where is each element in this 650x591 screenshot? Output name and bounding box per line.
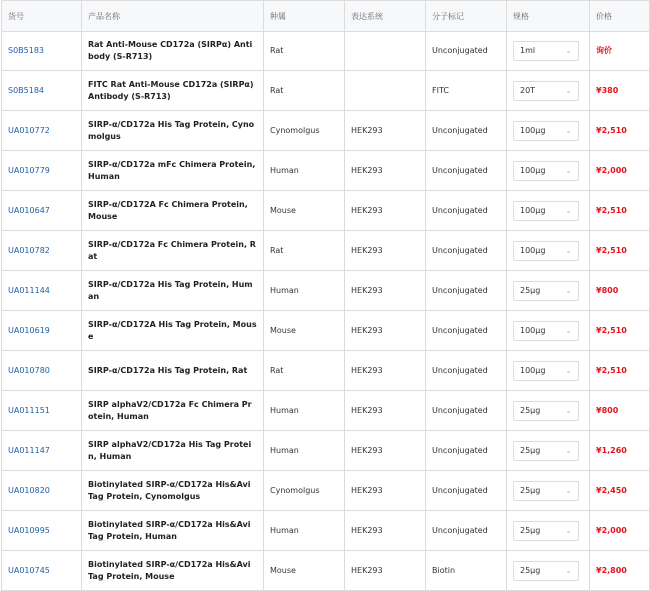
table-header-row (2, 1, 650, 32)
spec-value: 25μg (520, 565, 541, 575)
price-cell (590, 551, 650, 591)
spec-value: 1ml (520, 46, 536, 55)
col-header-species: 种属 (264, 1, 345, 32)
table-row (2, 551, 650, 591)
spec-select[interactable] (513, 201, 579, 221)
col-header-price: 价格 (590, 1, 650, 32)
product-name-cell (82, 431, 264, 471)
product-table (1, 0, 650, 591)
sku-link[interactable]: S0B5183 (8, 46, 45, 55)
product-name-link[interactable]: SIRP-α/CD172a Fc Chimera Protein, Rat (88, 239, 256, 261)
product-name-link[interactable]: Rat Anti-Mouse CD172a (SIRPα) Antibody (S-R713) (88, 40, 253, 61)
species-cell: Cynomolgus (264, 111, 345, 151)
product-name-link[interactable]: SIRP-α/CD172a mFc Chimera Protein, Human (88, 159, 256, 181)
price-cell (590, 32, 650, 71)
species-cell: Human (264, 391, 345, 431)
product-name-cell (82, 231, 264, 271)
price-value: ¥800 (596, 405, 619, 415)
sku-link[interactable]: UA010820 (8, 485, 50, 495)
sku-cell (2, 71, 82, 111)
expression-system-cell: HEK293 (345, 391, 426, 431)
sku-cell (2, 271, 82, 311)
price-cell (590, 431, 650, 471)
molecular-tag-cell: Unconjugated (426, 231, 507, 271)
expression-system-cell: HEK293 (345, 551, 426, 591)
price-cell (590, 111, 650, 151)
molecular-tag-cell: Unconjugated (426, 511, 507, 551)
product-name-cell (82, 151, 264, 191)
spec-select[interactable] (513, 121, 579, 141)
table-row (2, 511, 650, 551)
chevron-down-icon: ⌄ (565, 565, 572, 575)
species-cell: Human (264, 431, 345, 471)
table-row (2, 231, 650, 271)
spec-select[interactable] (513, 281, 579, 301)
expression-system-cell (345, 71, 426, 111)
spec-cell (507, 111, 590, 151)
price-value: ¥380 (596, 85, 619, 95)
product-name-link[interactable]: SIRP-α/CD172A His Tag Protein, Mouse (88, 319, 257, 341)
spec-cell (507, 351, 590, 391)
sku-cell (2, 32, 82, 71)
spec-select[interactable] (513, 561, 579, 581)
price-cell (590, 391, 650, 431)
species-cell: Human (264, 511, 345, 551)
spec-select[interactable] (513, 401, 579, 421)
spec-cell (507, 271, 590, 311)
price-value: ¥2,510 (596, 245, 627, 255)
product-name-cell (82, 391, 264, 431)
col-header-expression-system: 表达系统 (345, 1, 426, 32)
molecular-tag-cell: Unconjugated (426, 191, 507, 231)
product-name-cell (82, 511, 264, 551)
sku-link[interactable]: UA010779 (8, 165, 50, 175)
spec-select[interactable] (513, 521, 579, 541)
expression-system-cell: HEK293 (345, 431, 426, 471)
sku-link[interactable]: UA010647 (8, 205, 50, 215)
sku-link[interactable]: UA010619 (8, 325, 50, 335)
price-cell (590, 511, 650, 551)
chevron-down-icon: ⌄ (565, 405, 572, 415)
spec-cell (507, 311, 590, 351)
sku-cell (2, 471, 82, 511)
spec-select[interactable] (513, 41, 579, 61)
chevron-down-icon: ⌄ (565, 85, 572, 95)
product-name-cell (82, 271, 264, 311)
product-name-cell (82, 311, 264, 351)
sku-cell (2, 431, 82, 471)
product-name-cell (82, 551, 264, 591)
price-cell (590, 471, 650, 511)
table-row (2, 32, 650, 71)
species-cell: Mouse (264, 191, 345, 231)
molecular-tag-cell: Unconjugated (426, 351, 507, 391)
price-value: ¥2,800 (596, 565, 627, 575)
chevron-down-icon: ⌄ (565, 46, 572, 55)
species-cell: Rat (264, 71, 345, 111)
chevron-down-icon: ⌄ (565, 205, 572, 215)
price-cell (590, 351, 650, 391)
col-header-product-name: 产品名称 (82, 1, 264, 32)
spec-cell (507, 231, 590, 271)
expression-system-cell: HEK293 (345, 191, 426, 231)
price-value: ¥2,510 (596, 125, 627, 135)
molecular-tag-cell: Unconjugated (426, 431, 507, 471)
product-name-link[interactable]: Biotinylated SIRP-α/CD172a His&Avi Tag Protein, Human (88, 519, 251, 541)
spec-cell (507, 391, 590, 431)
expression-system-cell: HEK293 (345, 471, 426, 511)
table-row (2, 151, 650, 191)
spec-cell (507, 71, 590, 111)
species-cell: Human (264, 151, 345, 191)
spec-value: 100μg (520, 365, 546, 375)
price-value: ¥2,000 (596, 525, 627, 535)
price-cell (590, 151, 650, 191)
spec-cell (507, 32, 590, 71)
sku-cell (2, 231, 82, 271)
price-cell (590, 231, 650, 271)
table-row (2, 391, 650, 431)
price-value: ¥2,510 (596, 325, 627, 335)
product-name-link[interactable]: SIRP-α/CD172a His Tag Protein, Human (88, 279, 253, 301)
table-row (2, 111, 650, 151)
product-name-cell (82, 71, 264, 111)
spec-value: 25μg (520, 525, 541, 535)
molecular-tag-cell: Unconjugated (426, 32, 507, 71)
spec-select[interactable] (513, 81, 579, 101)
price-cell (590, 271, 650, 311)
price-cell (590, 191, 650, 231)
molecular-tag-cell: Unconjugated (426, 391, 507, 431)
chevron-down-icon: ⌄ (565, 525, 572, 535)
spec-value: 100μg (520, 245, 546, 255)
species-cell: Rat (264, 231, 345, 271)
product-name-link[interactable]: SIRP-α/CD172A Fc Chimera Protein, Mouse (88, 199, 248, 221)
chevron-down-icon: ⌄ (565, 325, 572, 335)
chevron-down-icon: ⌄ (565, 285, 572, 295)
spec-cell (507, 511, 590, 551)
chevron-down-icon: ⌄ (565, 125, 572, 135)
product-name-link[interactable]: SIRP alphaV2/CD172a His Tag Protein, Human (88, 439, 252, 461)
expression-system-cell: HEK293 (345, 311, 426, 351)
species-cell: Rat (264, 351, 345, 391)
product-name-cell (82, 191, 264, 231)
table-row (2, 351, 650, 391)
col-header-spec: 规格 (507, 1, 590, 32)
sku-link[interactable]: UA010995 (8, 525, 50, 535)
molecular-tag-cell: Unconjugated (426, 151, 507, 191)
expression-system-cell: HEK293 (345, 271, 426, 311)
spec-cell (507, 431, 590, 471)
table-row (2, 311, 650, 351)
product-name-cell (82, 32, 264, 71)
sku-cell (2, 191, 82, 231)
molecular-tag-cell: Biotin (426, 551, 507, 591)
table-row (2, 271, 650, 311)
spec-select[interactable] (513, 321, 579, 341)
product-name-cell (82, 111, 264, 151)
table-row (2, 471, 650, 511)
molecular-tag-cell: Unconjugated (426, 111, 507, 151)
molecular-tag-cell: FITC (426, 71, 507, 111)
price-cell (590, 311, 650, 351)
chevron-down-icon: ⌄ (565, 245, 572, 255)
chevron-down-icon: ⌄ (565, 445, 572, 455)
expression-system-cell: HEK293 (345, 151, 426, 191)
price-value: ¥800 (596, 285, 619, 295)
spec-cell (507, 551, 590, 591)
expression-system-cell (345, 32, 426, 71)
molecular-tag-cell: Unconjugated (426, 271, 507, 311)
spec-value: 100μg (520, 165, 546, 175)
expression-system-cell: HEK293 (345, 231, 426, 271)
table-row (2, 431, 650, 471)
spec-value: 25μg (520, 485, 541, 495)
product-name-link[interactable]: SIRP alphaV2/CD172a Fc Chimera Protein, Human (88, 399, 252, 421)
sku-link[interactable]: S0B5184 (8, 85, 45, 95)
product-name-cell (82, 351, 264, 391)
spec-cell (507, 151, 590, 191)
chevron-down-icon: ⌄ (565, 365, 572, 375)
price-value: ¥2,510 (596, 205, 627, 215)
col-header-sku: 货号 (2, 1, 82, 32)
expression-system-cell: HEK293 (345, 511, 426, 551)
price-value: ¥2,450 (596, 485, 627, 495)
expression-system-cell: HEK293 (345, 351, 426, 391)
sku-link[interactable]: UA011144 (8, 285, 50, 295)
sku-link[interactable]: UA011151 (8, 405, 50, 415)
sku-cell (2, 391, 82, 431)
product-name-link[interactable]: SIRP-α/CD172a His Tag Protein, Cynomolgus (88, 119, 255, 141)
spec-select[interactable] (513, 161, 579, 181)
chevron-down-icon: ⌄ (565, 165, 572, 175)
sku-cell (2, 151, 82, 191)
sku-cell (2, 551, 82, 591)
expression-system-cell: HEK293 (345, 111, 426, 151)
spec-value: 100μg (520, 205, 546, 215)
product-name-link[interactable]: Biotinylated SIRP-α/CD172a His&Avi Tag Protein, Mouse (88, 559, 251, 581)
table-row (2, 71, 650, 111)
product-name-link[interactable]: SIRP-α/CD172a His Tag Protein, Rat (88, 365, 248, 375)
species-cell: Rat (264, 32, 345, 71)
sku-cell (2, 311, 82, 351)
species-cell: Human (264, 271, 345, 311)
spec-select[interactable] (513, 361, 579, 381)
sku-link[interactable]: UA010782 (8, 245, 50, 255)
spec-value: 100μg (520, 325, 546, 335)
spec-value: 25μg (520, 445, 541, 455)
sku-link[interactable]: UA010745 (8, 565, 50, 575)
spec-value: 100μg (520, 125, 546, 135)
price-value: ¥2,510 (596, 365, 627, 375)
chevron-down-icon: ⌄ (565, 485, 572, 495)
table-row (2, 191, 650, 231)
product-name-link[interactable]: FITC Rat Anti-Mouse CD172a (SIRPα) Antibody (S-R713) (88, 79, 254, 101)
spec-select[interactable] (513, 241, 579, 261)
spec-select[interactable] (513, 441, 579, 461)
price-cell (590, 71, 650, 111)
species-cell: Cynomolgus (264, 471, 345, 511)
sku-link[interactable]: UA011147 (8, 445, 50, 455)
molecular-tag-cell: Unconjugated (426, 311, 507, 351)
product-name-link[interactable]: Biotinylated SIRP-α/CD172a His&Avi Tag Protein, Cynomolgus (88, 479, 251, 501)
price-value: ¥1,260 (596, 445, 627, 455)
species-cell: Mouse (264, 311, 345, 351)
spec-cell (507, 471, 590, 511)
spec-value: 20T (520, 85, 536, 95)
price-value: ¥2,000 (596, 165, 627, 175)
sku-link[interactable]: UA010780 (8, 365, 50, 375)
product-name-cell (82, 471, 264, 511)
sku-cell (2, 511, 82, 551)
sku-link[interactable]: UA010772 (8, 125, 50, 135)
sku-cell (2, 351, 82, 391)
sku-cell (2, 111, 82, 151)
col-header-molecular-tag: 分子标记 (426, 1, 507, 32)
spec-select[interactable] (513, 481, 579, 501)
molecular-tag-cell: Unconjugated (426, 471, 507, 511)
spec-value: 25μg (520, 285, 541, 295)
spec-value: 25μg (520, 405, 541, 415)
species-cell: Mouse (264, 551, 345, 591)
spec-cell (507, 191, 590, 231)
price-value: 询价 (596, 46, 612, 55)
